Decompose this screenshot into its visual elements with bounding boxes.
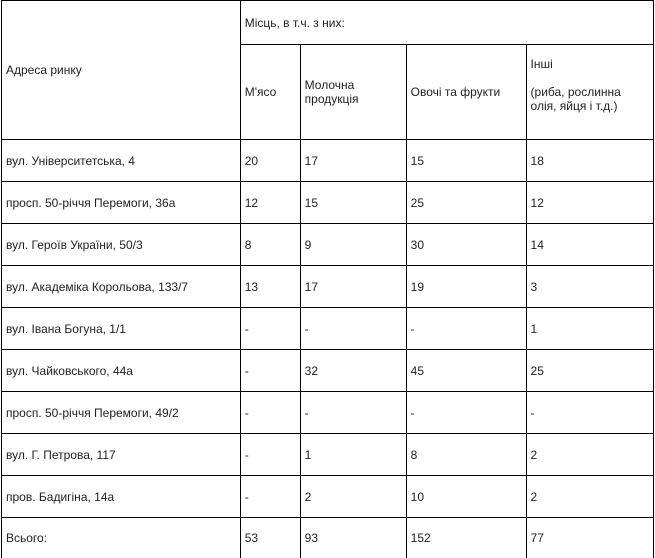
- cell-other: 2: [526, 434, 653, 476]
- cell-address: просп. 50-річчя Перемоги, 36а: [2, 182, 241, 224]
- total-other: 77: [526, 518, 653, 558]
- table-row: [2, 224, 654, 266]
- total-label: Всього:: [2, 518, 241, 558]
- total-row: [2, 518, 654, 558]
- cell-milk: -: [300, 392, 406, 434]
- cell-milk: 1: [300, 434, 406, 476]
- cell-veg: -: [406, 392, 526, 434]
- cell-veg: 45: [406, 350, 526, 392]
- cell-address: вул. Героїв України, 50/3: [2, 224, 241, 266]
- cell-veg: 15: [406, 140, 526, 182]
- total-milk: 93: [300, 518, 406, 558]
- table-row: [2, 392, 654, 434]
- markets-table: [1, 0, 654, 558]
- header-other-note: (риба, рослинна олія, яйця і т.д.): [531, 85, 649, 113]
- header-other: [526, 45, 653, 140]
- table-row: [2, 266, 654, 308]
- cell-address: вул. Академіка Корольова, 133/7: [2, 266, 241, 308]
- cell-veg: 30: [406, 224, 526, 266]
- cell-veg: -: [406, 308, 526, 350]
- cell-milk: 15: [300, 182, 406, 224]
- header-milk: Молочна продукція: [300, 45, 406, 140]
- cell-address: вул. Івана Богуна, 1/1: [2, 308, 241, 350]
- table-row: [2, 350, 654, 392]
- cell-other: 3: [526, 266, 653, 308]
- cell-address: просп. 50-річчя Перемоги, 49/2: [2, 392, 241, 434]
- cell-meat: 13: [240, 266, 300, 308]
- cell-milk: 17: [300, 140, 406, 182]
- cell-veg: 8: [406, 434, 526, 476]
- cell-meat: 12: [240, 182, 300, 224]
- table-row: [2, 434, 654, 476]
- cell-address: пров. Бадигіна, 14а: [2, 476, 241, 518]
- cell-address: вул. Чайковського, 44а: [2, 350, 241, 392]
- header-veg: Овочі та фрукти: [406, 45, 526, 140]
- total-veg: 152: [406, 518, 526, 558]
- table-row: [2, 476, 654, 518]
- cell-meat: -: [240, 350, 300, 392]
- cell-milk: 2: [300, 476, 406, 518]
- cell-meat: -: [240, 434, 300, 476]
- cell-meat: -: [240, 308, 300, 350]
- cell-veg: 19: [406, 266, 526, 308]
- cell-other: 1: [526, 308, 653, 350]
- table-row: [2, 140, 654, 182]
- header-other-title: Інші: [531, 57, 553, 71]
- cell-milk: 9: [300, 224, 406, 266]
- table-row: [2, 182, 654, 224]
- cell-meat: -: [240, 392, 300, 434]
- cell-veg: 10: [406, 476, 526, 518]
- cell-other: 18: [526, 140, 653, 182]
- cell-other: -: [526, 392, 653, 434]
- cell-milk: 32: [300, 350, 406, 392]
- header-places: Місць, в т.ч. з них:: [240, 1, 653, 45]
- header-row: [2, 1, 654, 45]
- table-row: [2, 308, 654, 350]
- cell-milk: -: [300, 308, 406, 350]
- cell-address: вул. Університетська, 4: [2, 140, 241, 182]
- header-address: Адреса ринку: [2, 1, 241, 140]
- cell-meat: 8: [240, 224, 300, 266]
- cell-other: 12: [526, 182, 653, 224]
- cell-other: 2: [526, 476, 653, 518]
- cell-milk: 17: [300, 266, 406, 308]
- cell-other: 25: [526, 350, 653, 392]
- cell-address: вул. Г. Петрова, 117: [2, 434, 241, 476]
- cell-veg: 25: [406, 182, 526, 224]
- header-meat: М'ясо: [240, 45, 300, 140]
- total-meat: 53: [240, 518, 300, 558]
- cell-meat: -: [240, 476, 300, 518]
- cell-other: 14: [526, 224, 653, 266]
- cell-meat: 20: [240, 140, 300, 182]
